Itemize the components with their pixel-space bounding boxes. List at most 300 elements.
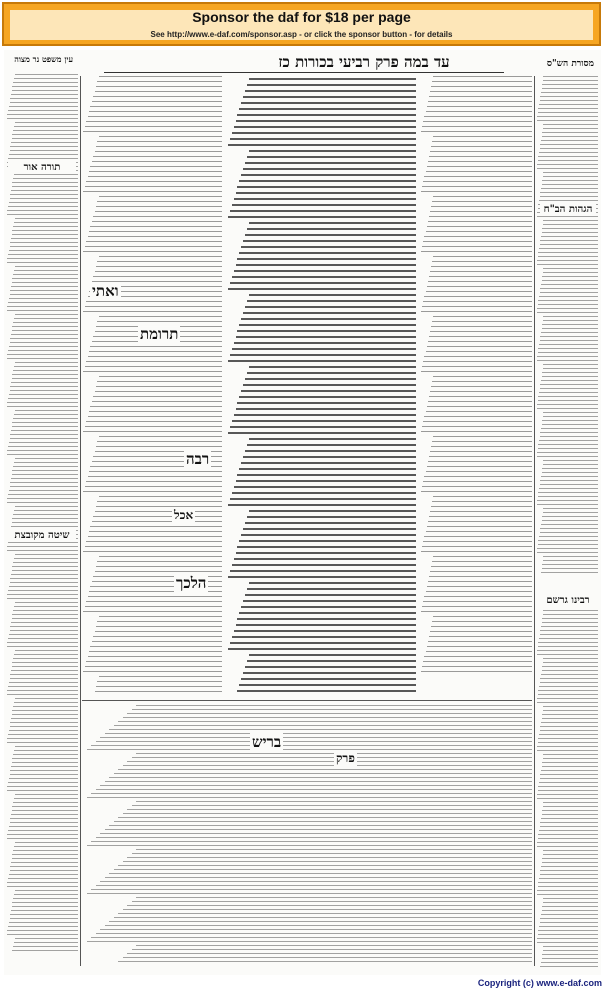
text-line <box>542 568 598 569</box>
text-line <box>431 266 532 267</box>
text-line <box>15 554 78 555</box>
text-line <box>537 356 598 357</box>
text-line <box>9 298 78 299</box>
text-line <box>109 777 532 778</box>
text-line <box>539 200 598 201</box>
text-line <box>96 933 533 934</box>
text-line <box>538 352 598 353</box>
text-line <box>11 94 78 95</box>
text-line <box>85 306 222 307</box>
text-line <box>100 881 532 882</box>
text-line <box>249 438 416 440</box>
text-line <box>431 86 532 87</box>
text-line <box>543 224 598 225</box>
text-line <box>10 194 78 195</box>
text-line <box>7 310 78 311</box>
text-line <box>249 510 416 512</box>
text-line <box>7 550 78 551</box>
text-line <box>539 152 598 153</box>
text-line <box>99 76 222 77</box>
text-line <box>423 361 532 362</box>
text-line <box>541 92 598 93</box>
text-line <box>95 691 222 692</box>
sponsor-banner[interactable] <box>2 2 601 46</box>
text-line <box>9 586 78 587</box>
text-line <box>424 116 532 117</box>
text-line <box>8 254 78 255</box>
text-line <box>12 234 78 235</box>
text-line <box>537 452 598 453</box>
text-line <box>421 431 532 432</box>
text-line <box>83 251 222 252</box>
text-line <box>428 341 532 342</box>
text-line <box>541 380 598 381</box>
text-line <box>88 176 222 177</box>
text-line <box>540 922 598 923</box>
text-line <box>539 296 598 297</box>
text-line <box>12 470 78 471</box>
text-line <box>7 498 78 499</box>
text-line <box>539 782 598 783</box>
hagahot-habach-heading: הגהות הב"ח <box>540 204 596 215</box>
text-line <box>243 384 416 386</box>
text-line <box>543 614 598 615</box>
text-line <box>89 651 222 652</box>
text-line <box>12 518 78 519</box>
text-line <box>95 271 222 272</box>
text-line <box>7 594 78 595</box>
text-line <box>9 778 78 779</box>
text-line <box>91 937 532 938</box>
text-line <box>90 226 222 227</box>
text-line <box>537 702 598 703</box>
text-line <box>8 494 78 495</box>
text-line <box>247 372 416 374</box>
text-line <box>243 168 416 170</box>
text-line <box>426 351 532 352</box>
text-line <box>7 502 78 503</box>
text-line <box>542 424 598 425</box>
text-line <box>7 642 78 643</box>
text-line <box>96 626 222 627</box>
copyright-footer[interactable]: Copyright (c) www.e-daf.com <box>477 978 602 988</box>
text-line <box>93 636 222 637</box>
text-line <box>538 544 598 545</box>
text-line <box>538 348 598 349</box>
text-line <box>542 862 598 863</box>
column-divider <box>534 76 535 966</box>
text-line <box>237 618 416 620</box>
text-line <box>537 654 598 655</box>
text-line <box>543 76 598 77</box>
text-line <box>11 766 78 767</box>
text-line <box>13 706 78 707</box>
text-line <box>429 156 532 157</box>
text-line <box>237 546 416 548</box>
text-line <box>543 220 598 221</box>
text-line <box>432 381 532 382</box>
text-line <box>100 833 532 834</box>
text-line <box>538 694 598 695</box>
text-line <box>422 606 532 607</box>
text-line <box>228 432 416 434</box>
text-line <box>9 346 78 347</box>
text-line <box>245 522 416 524</box>
rashi-column <box>420 76 532 676</box>
text-line <box>8 350 78 351</box>
text-line <box>13 658 78 659</box>
text-line <box>433 316 532 317</box>
text-line <box>15 218 78 219</box>
text-line <box>542 714 598 715</box>
text-line <box>431 326 532 327</box>
text-line <box>239 684 416 686</box>
text-line <box>89 351 222 352</box>
text-line <box>123 765 533 766</box>
text-line <box>96 146 222 147</box>
text-line <box>9 922 78 923</box>
text-line <box>543 854 598 855</box>
text-line <box>14 366 78 367</box>
text-line <box>88 356 222 357</box>
text-line <box>236 120 417 122</box>
text-line <box>7 694 78 695</box>
text-line <box>541 284 598 285</box>
text-line <box>10 722 78 723</box>
text-line <box>96 566 222 567</box>
text-line <box>247 228 416 230</box>
text-line <box>89 171 222 172</box>
text-line <box>90 526 222 527</box>
text-line <box>10 774 78 775</box>
text-line <box>87 797 533 798</box>
text-line <box>232 564 416 566</box>
text-line <box>99 676 222 677</box>
text-line <box>429 396 532 397</box>
text-line <box>10 102 78 103</box>
text-line <box>7 598 78 599</box>
text-line <box>537 842 598 843</box>
text-line <box>14 222 78 223</box>
text-line <box>7 210 78 211</box>
text-line <box>14 318 78 319</box>
text-line <box>538 738 598 739</box>
text-line <box>15 410 78 411</box>
text-line <box>543 662 598 663</box>
text-line <box>542 564 598 565</box>
text-line <box>540 678 598 679</box>
text-line <box>424 416 532 417</box>
text-line <box>85 246 222 247</box>
text-line <box>543 124 598 125</box>
text-line <box>431 506 532 507</box>
text-line <box>433 136 532 137</box>
text-line <box>10 726 78 727</box>
text-line <box>15 506 78 507</box>
text-line <box>538 160 598 161</box>
sponsor-banner-title[interactable]: Sponsor the daf for $18 per page <box>192 9 411 25</box>
text-line <box>543 556 598 557</box>
text-line <box>537 650 598 651</box>
text-line <box>539 440 598 441</box>
text-line <box>13 514 78 515</box>
text-line <box>543 460 598 461</box>
text-line <box>421 191 532 192</box>
left-margin-notes <box>6 74 78 954</box>
text-line <box>118 961 532 962</box>
text-line <box>127 713 532 714</box>
text-line <box>9 202 78 203</box>
text-line <box>97 261 222 262</box>
text-line <box>15 602 78 603</box>
text-line <box>230 282 416 284</box>
text-line <box>542 88 598 89</box>
text-line <box>543 758 598 759</box>
text-line <box>12 282 78 283</box>
text-line <box>543 898 598 899</box>
text-line <box>539 488 598 489</box>
text-line <box>422 486 532 487</box>
text-line <box>91 793 532 794</box>
text-line <box>538 496 598 497</box>
text-line <box>540 532 598 533</box>
text-line <box>539 392 598 393</box>
text-line <box>105 925 533 926</box>
text-line <box>433 436 532 437</box>
text-line <box>245 594 416 596</box>
text-line <box>237 474 416 476</box>
text-line <box>12 138 78 139</box>
text-line <box>97 621 222 622</box>
text-line <box>537 500 598 501</box>
text-line <box>90 406 222 407</box>
text-line <box>10 438 78 439</box>
text-line <box>540 144 598 145</box>
text-line <box>15 266 78 267</box>
text-line <box>123 717 533 718</box>
text-line <box>15 362 78 363</box>
text-line <box>428 281 532 282</box>
text-line <box>540 826 598 827</box>
text-line <box>228 576 416 578</box>
text-line <box>537 698 598 699</box>
text-line <box>15 746 78 747</box>
text-line <box>86 541 222 542</box>
text-line <box>7 786 78 787</box>
text-line <box>87 845 533 846</box>
text-line <box>433 196 532 197</box>
text-line <box>426 651 532 652</box>
text-line <box>543 802 598 803</box>
text-line <box>538 742 598 743</box>
text-line <box>421 311 532 312</box>
text-line <box>7 258 78 259</box>
text-line <box>90 166 222 167</box>
text-line <box>136 849 532 850</box>
text-line <box>428 401 532 402</box>
text-line <box>429 516 532 517</box>
text-line <box>241 318 416 320</box>
text-line <box>232 132 416 134</box>
text-line <box>14 942 78 943</box>
text-line <box>236 192 417 194</box>
text-line <box>13 754 78 755</box>
text-line <box>7 546 78 547</box>
text-line <box>9 826 78 827</box>
text-line <box>424 356 532 357</box>
text-line <box>538 540 598 541</box>
text-line <box>7 738 78 739</box>
text-line <box>12 906 78 907</box>
text-line <box>426 231 532 232</box>
text-line <box>537 168 598 169</box>
text-line <box>430 151 532 152</box>
text-line <box>15 458 78 459</box>
text-line <box>12 714 78 715</box>
text-line <box>11 478 78 479</box>
text-line <box>93 216 222 217</box>
text-line <box>542 280 598 281</box>
text-line <box>421 371 532 372</box>
text-line <box>241 678 416 680</box>
text-line <box>542 324 598 325</box>
text-line <box>540 196 598 197</box>
text-line <box>14 606 78 607</box>
text-line <box>428 221 532 222</box>
text-line <box>543 806 598 807</box>
text-line <box>228 144 416 146</box>
text-line <box>85 366 222 367</box>
text-line <box>538 838 598 839</box>
text-line <box>543 316 598 317</box>
text-line <box>432 201 532 202</box>
text-line <box>13 946 78 947</box>
text-line <box>241 174 416 176</box>
text-line <box>10 582 78 583</box>
text-line <box>109 825 532 826</box>
text-line <box>118 817 532 818</box>
text-line <box>542 906 598 907</box>
text-line <box>13 898 78 899</box>
text-line <box>99 136 222 137</box>
text-line <box>537 794 598 795</box>
text-line <box>7 454 78 455</box>
text-line <box>239 108 416 110</box>
text-line <box>543 416 598 417</box>
highlighted-word: פרק <box>336 751 355 765</box>
text-line <box>249 78 416 80</box>
text-line <box>87 941 533 942</box>
text-line <box>236 480 417 482</box>
text-line <box>12 90 78 91</box>
text-line <box>542 132 598 133</box>
text-line <box>15 74 78 75</box>
text-line <box>14 654 78 655</box>
text-line <box>538 646 598 647</box>
text-line <box>245 666 416 668</box>
text-line <box>422 306 532 307</box>
text-line <box>15 890 78 891</box>
text-line <box>97 321 222 322</box>
text-line <box>230 426 416 428</box>
text-line <box>10 98 78 99</box>
text-line <box>249 150 416 152</box>
text-line <box>421 251 532 252</box>
text-line <box>427 166 532 167</box>
text-line <box>541 866 598 867</box>
text-line <box>234 126 416 128</box>
text-line <box>540 726 598 727</box>
text-line <box>538 400 598 401</box>
sponsor-banner-subtitle[interactable]: See http://www.e-daf.com/sponsor.asp - or click the sponsor button - for details <box>150 30 453 39</box>
text-line <box>11 526 78 527</box>
text-line <box>10 866 78 867</box>
text-line <box>99 256 222 257</box>
text-line <box>422 126 532 127</box>
text-line <box>11 334 78 335</box>
text-line <box>540 384 598 385</box>
text-line <box>12 278 78 279</box>
text-line <box>540 244 598 245</box>
bottom-commentary <box>82 705 532 967</box>
text-line <box>430 211 532 212</box>
text-line <box>542 858 598 859</box>
text-line <box>13 850 78 851</box>
text-line <box>95 631 222 632</box>
text-line <box>541 476 598 477</box>
text-line <box>236 336 417 338</box>
text-line <box>540 340 598 341</box>
text-line <box>543 176 598 177</box>
gemara-column <box>226 78 416 698</box>
text-line <box>239 612 416 614</box>
text-line <box>538 448 598 449</box>
text-line <box>7 114 78 115</box>
text-line <box>429 216 532 217</box>
text-line <box>83 551 222 552</box>
text-line <box>430 631 532 632</box>
text-line <box>432 321 532 322</box>
text-line <box>8 158 78 159</box>
text-line <box>86 181 222 182</box>
text-line <box>538 300 598 301</box>
text-line <box>538 790 598 791</box>
text-line <box>543 412 598 413</box>
text-line <box>428 101 532 102</box>
text-line <box>426 471 532 472</box>
text-line <box>234 630 416 632</box>
text-line <box>95 211 222 212</box>
text-line <box>10 918 78 919</box>
text-line <box>542 84 598 85</box>
text-line <box>14 126 78 127</box>
text-line <box>86 481 222 482</box>
text-line <box>114 725 533 726</box>
text-line <box>118 865 532 866</box>
masoret-hashas-label: מסורת הש"ס <box>546 59 594 69</box>
text-line <box>427 526 532 527</box>
page-header-title: עד במה פרק רביעי בכורות כז <box>278 53 450 71</box>
text-line <box>423 301 532 302</box>
text-line <box>12 86 78 87</box>
text-line <box>10 770 78 771</box>
text-line <box>95 151 222 152</box>
text-line <box>87 893 533 894</box>
text-line <box>232 276 416 278</box>
text-line <box>8 878 78 879</box>
text-line <box>428 641 532 642</box>
text-line <box>542 328 598 329</box>
